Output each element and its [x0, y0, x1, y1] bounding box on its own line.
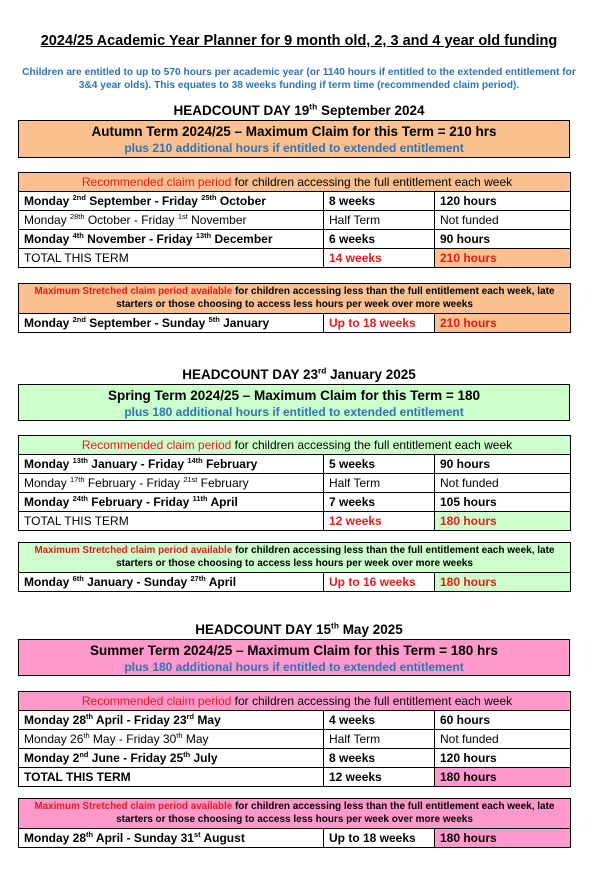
table-row	[19, 474, 571, 493]
total-weeks: 12 weeks	[324, 768, 435, 787]
stretched-row	[19, 829, 571, 848]
headcount-day-summer: HEADCOUNT DAY 15th May 2025	[195, 620, 403, 637]
weeks-cell: 6 weeks	[324, 230, 435, 249]
table-row	[19, 455, 571, 474]
date-range: Monday $^{28th}$ October - Friday $^{1st}$ November	[19, 211, 324, 230]
weeks-cell: Up to 18 weeks	[324, 829, 435, 848]
weeks-cell: 8 weeks	[324, 749, 435, 768]
table-row	[19, 211, 571, 230]
summer-recommended-table	[18, 691, 571, 787]
total-hours: 210 hours	[435, 249, 571, 268]
page-title: 2024/25 Academic Year Planner for 9 month old, 2, 3 and 4 year old funding	[40, 33, 558, 49]
date-range: Monday $^{17th}$ February - Friday $^{21st}$ February	[19, 474, 324, 493]
spring-term-summary	[18, 384, 570, 421]
summer-stretched-table	[18, 798, 571, 848]
summer-term-subtitle: plus 180 additional hours if entitled to extended entitlement	[124, 660, 464, 674]
spring-term-title: Spring Term 2024/25 – Maximum Claim for this Term = 180	[107, 388, 480, 403]
table-row	[19, 711, 571, 730]
hours-cell: Not funded	[435, 474, 571, 493]
table-row	[19, 192, 571, 211]
stretched-header: Maximum Stretched claim period available for children accessing less than the full entitlement each week, late starters or those choosing to access less hours per week over more weeks	[19, 284, 571, 314]
date-range: Monday $^{6th}$ January - Sunday $^{27th}$ April	[19, 573, 324, 592]
hours-cell: 180 hours	[435, 573, 571, 592]
headcount-day-autumn: HEADCOUNT DAY 19th September 2024	[173, 101, 425, 118]
weeks-cell: Half Term	[324, 474, 435, 493]
hours-cell: 60 hours	[435, 711, 571, 730]
spring-recommended-table	[18, 435, 571, 531]
spring-term-subtitle: plus 180 additional hours if entitled to extended entitlement	[124, 405, 464, 419]
weeks-cell: 7 weeks	[324, 493, 435, 512]
headcount-day-spring: HEADCOUNT DAY 23rd January 2025	[182, 365, 416, 382]
hours-cell: 120 hours	[435, 192, 571, 211]
weeks-cell: Half Term	[324, 211, 435, 230]
date-range: Monday $^{4th}$ November - Friday $^{13th}$ December	[19, 230, 324, 249]
weeks-cell: 4 weeks	[324, 711, 435, 730]
summer-term-summary	[18, 639, 570, 676]
autumn-term-title: Autumn Term 2024/25 – Maximum Claim for this Term = 210 hrs	[91, 124, 497, 139]
hours-cell: 90 hours	[435, 230, 571, 249]
recommended-header: Recommended claim period for children accessing the full entitlement each week	[19, 692, 571, 711]
recommended-header: Recommended claim period for children accessing the full entitlement each week	[19, 173, 571, 192]
date-range: Monday $^{24th}$ February - Friday $^{11th}$ April	[19, 493, 324, 512]
hours-cell: 120 hours	[435, 749, 571, 768]
table-row	[19, 749, 571, 768]
table-row	[19, 230, 571, 249]
date-range: Monday 2nd June - Friday 25th July	[19, 749, 324, 768]
hours-cell: 210 hours	[435, 314, 571, 333]
total-weeks: 14 weeks	[324, 249, 435, 268]
hours-cell: 105 hours	[435, 493, 571, 512]
stretched-header: Maximum Stretched claim period available for children accessing less than the full entitlement each week, late starters or those choosing to access less hours per week over more weeks	[19, 799, 571, 829]
recommended-header: Recommended claim period for children accessing the full entitlement each week	[19, 436, 571, 455]
date-range: Monday 28th April - Friday 23rd May	[19, 711, 324, 730]
table-row	[19, 493, 571, 512]
date-range: Monday $^{2nd}$ September - Sunday $^{5th}$ January	[19, 314, 324, 333]
hours-cell: Not funded	[435, 211, 571, 230]
summer-term-title: Summer Term 2024/25 – Maximum Claim for this Term = 180 hrs	[89, 643, 499, 658]
autumn-term-summary	[18, 120, 570, 158]
total-row	[19, 768, 571, 787]
total-label: TOTAL THIS TERM	[19, 512, 324, 531]
intro-text: Children are entitled to up to 570 hours per academic year (or 1140 hours if entitled to the extended entitlement for 3&4 year olds). This equates to 38 weeks funding if term time (recommended claim period).	[22, 67, 576, 91]
table-row	[19, 730, 571, 749]
total-label: TOTAL THIS TERM	[19, 249, 324, 268]
date-range: Monday $^{2nd}$ September - Friday $^{25th}$ October	[19, 192, 324, 211]
autumn-term-subtitle: plus 210 additional hours if entitled to extended entitlement	[124, 141, 464, 155]
weeks-cell: Up to 18 weeks	[324, 314, 435, 333]
total-hours: 180 hours	[435, 512, 571, 531]
weeks-cell: Up to 16 weeks	[324, 573, 435, 592]
stretched-header: Maximum Stretched claim period available for children accessing less than the full entitlement each week, late starters or those choosing to access less hours per week over more weeks	[19, 543, 571, 573]
date-range: Monday $^{13th}$ January - Friday $^{14th}$ February	[19, 455, 324, 474]
total-label: TOTAL THIS TERM	[19, 768, 324, 787]
hours-cell: Not funded	[435, 730, 571, 749]
weeks-cell: Half Term	[324, 730, 435, 749]
stretched-row	[19, 314, 571, 333]
weeks-cell: 8 weeks	[324, 192, 435, 211]
weeks-cell: 5 weeks	[324, 455, 435, 474]
autumn-recommended-table	[18, 172, 571, 268]
date-range: Monday 26th May - Friday 30th May	[19, 730, 324, 749]
total-weeks: 12 weeks	[324, 512, 435, 531]
date-range: Monday 28th April - Sunday 31st August	[19, 829, 324, 848]
hours-cell: 90 hours	[435, 455, 571, 474]
total-row	[19, 249, 571, 268]
spring-stretched-table	[18, 542, 571, 592]
total-row	[19, 512, 571, 531]
autumn-stretched-table	[18, 283, 571, 333]
stretched-row	[19, 573, 571, 592]
total-hours: 180 hours	[435, 768, 571, 787]
hours-cell: 180 hours	[435, 829, 571, 848]
